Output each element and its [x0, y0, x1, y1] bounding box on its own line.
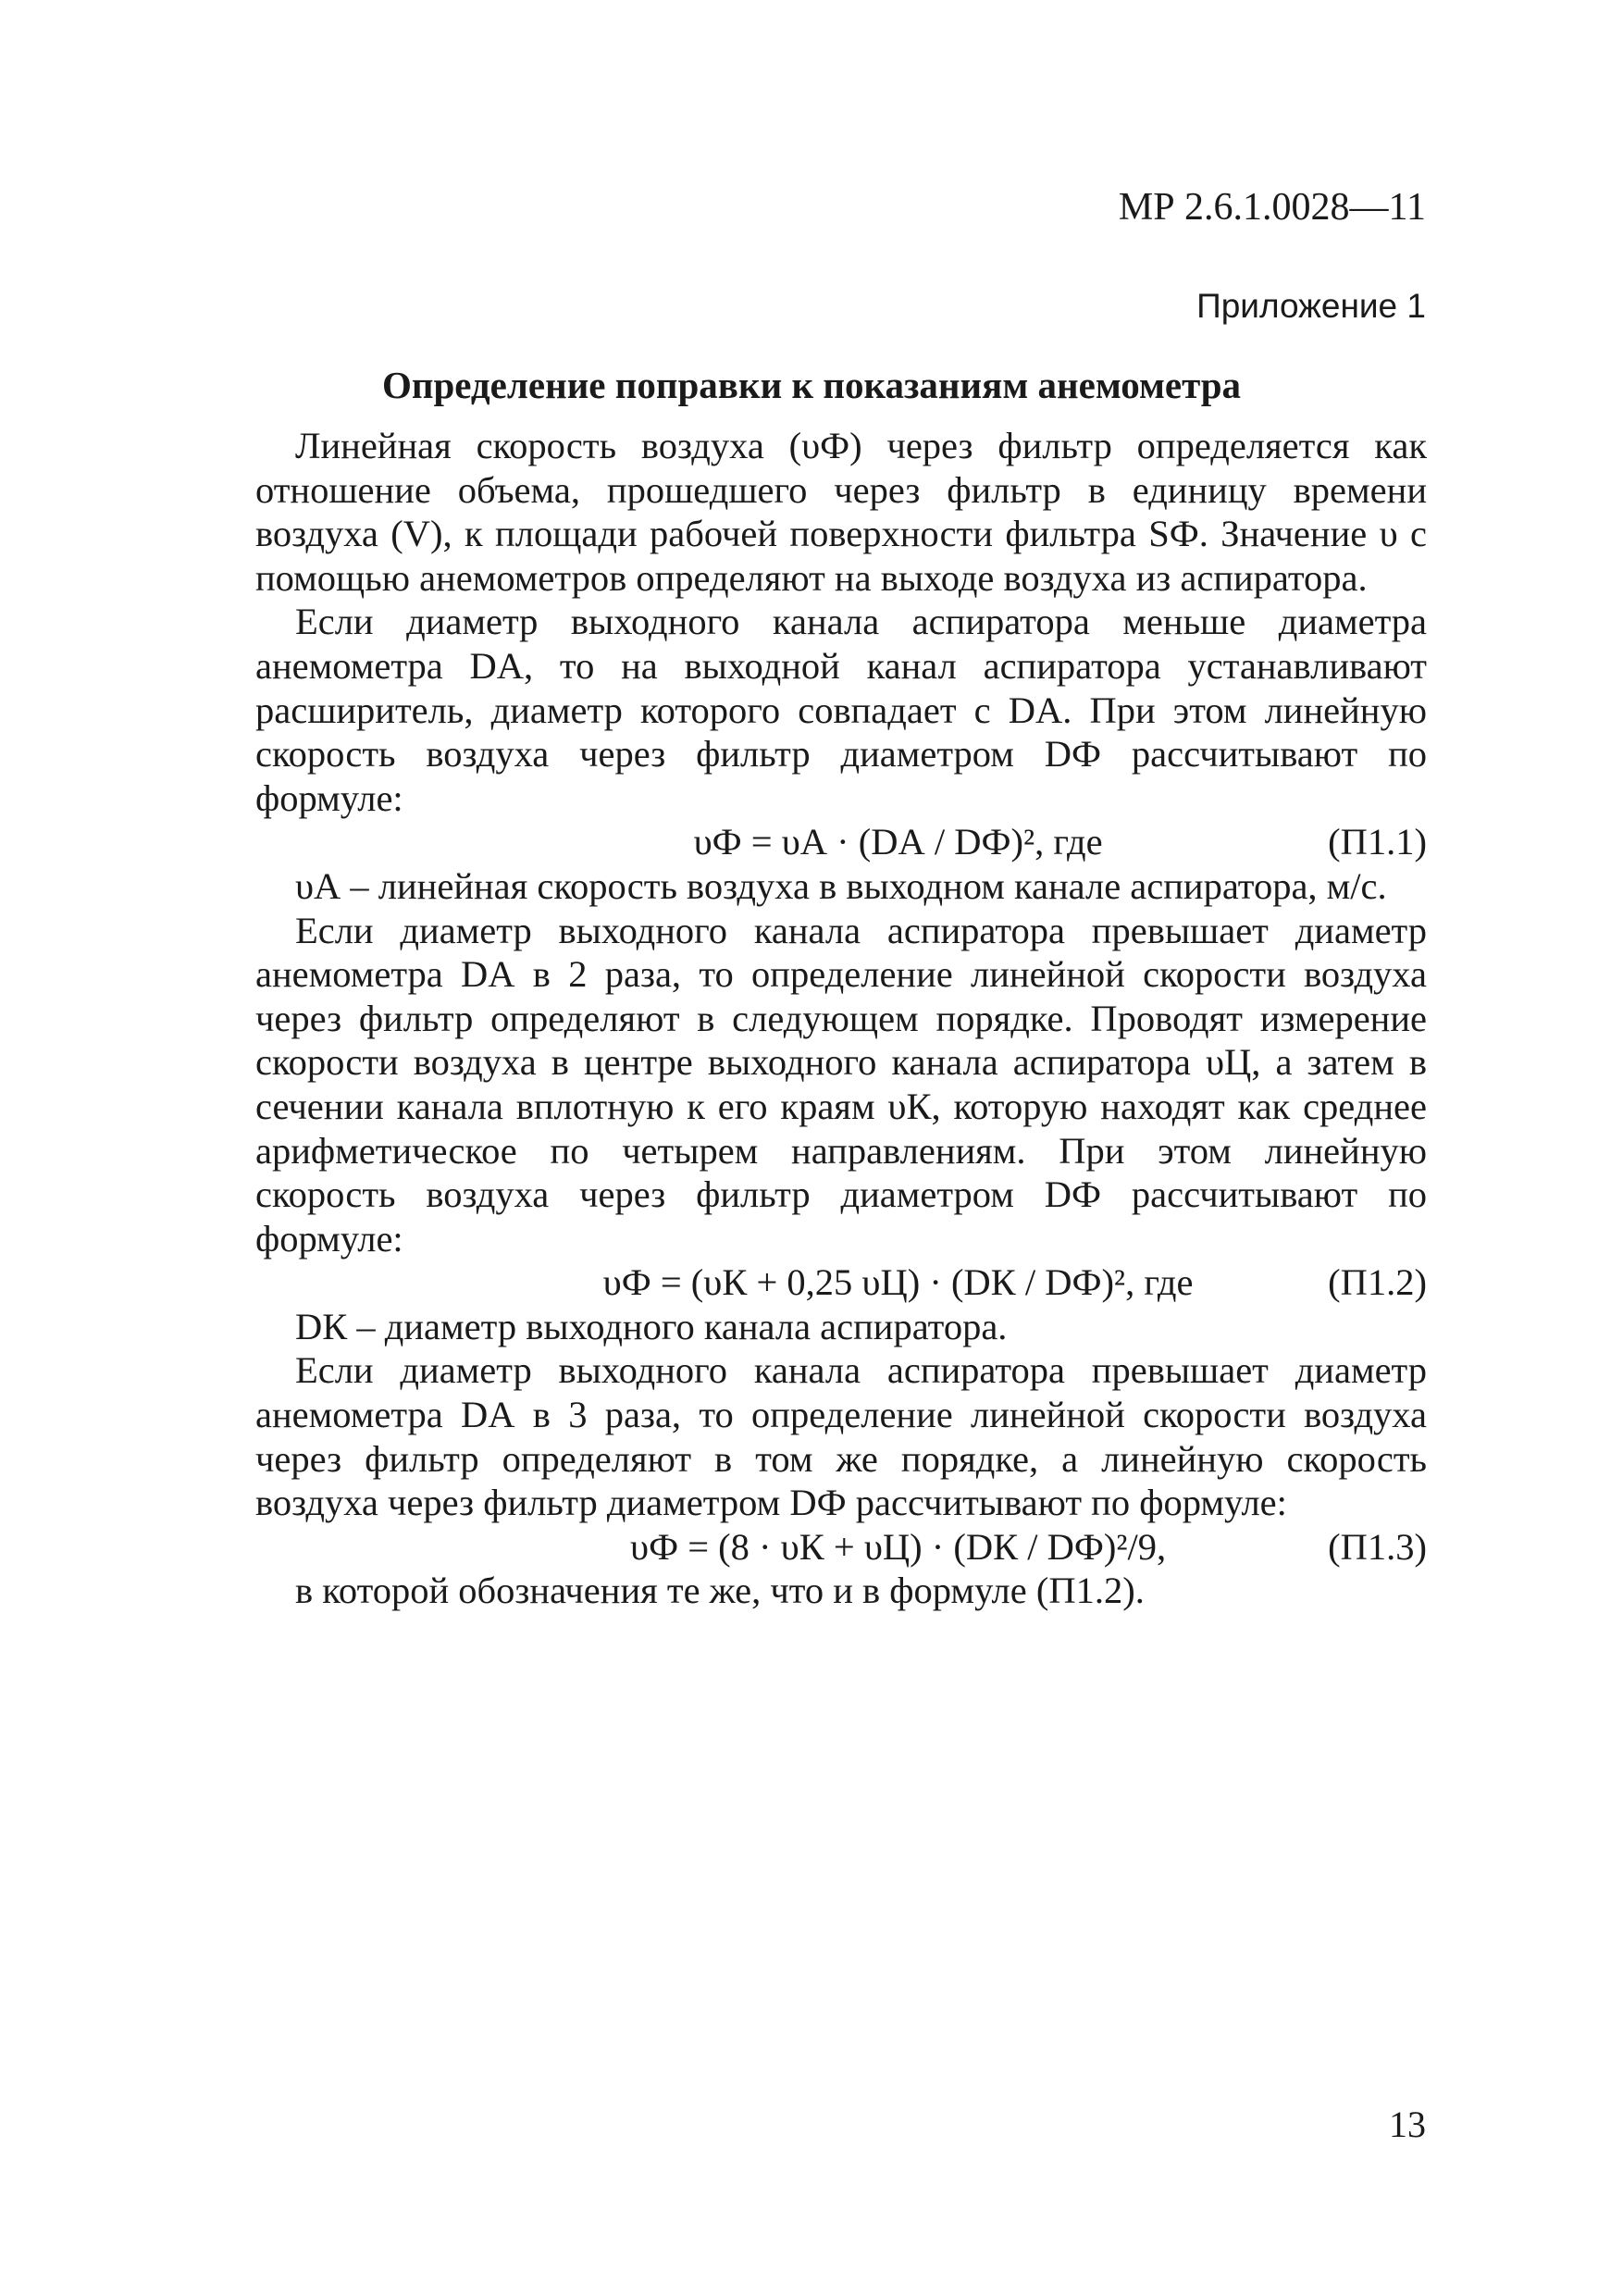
paragraph-7: в которой обозначения те же, что и в формуле (П1.2). [295, 1570, 1145, 1612]
page-number: 13 [1389, 2104, 1426, 2145]
paragraph-6: Если диаметр выходного канала аспиратора превышает диаметр анемометра DА в 3 раза, то определение линейной скорости воздуха через фильтр определяют в том же порядке, а линейную скорость воздуха через фильтр диаметром DФ рассчитывают по формуле: [255, 1349, 1427, 1524]
formula-row-2 [255, 1260, 1427, 1305]
paragraph-5: DК – диаметр выходного канала аспиратора. [295, 1305, 1008, 1347]
paragraph-2: Если диаметр выходного канала аспиратора меньше диаметра анемометра DА, то на выходной канал аспиратора устанавливают расширитель, диаметр которого совпадает с DА. При этом линейную скорость воздуха через фильтр диаметром DФ рассчитывают по формуле: [255, 601, 1427, 819]
formula-3: υФ = (8 · υК + υЦ) · (DК / DФ)²/9, [630, 1525, 1167, 1568]
paragraph-3: υА – линейная скорость воздуха в выходном канале аспиратора, м/с. [295, 864, 1387, 907]
formula-1-number: (П1.1) [1328, 821, 1427, 863]
paragraph-4: Если диаметр выходного канала аспиратора превышает диаметр анемометра DА в 2 раза, то определение линейной скорости воздуха через фильтр определяют в следующем порядке. Проводят измерение скорости воздуха в центре выходного канала аспиратора υЦ, а затем в сечении канала вплотную к его краям υК, которую находят как среднее арифметическое по четырем направлениям. При этом линейную скорость воздуха через фильтр диаметром DФ рассчитывают по формуле: [255, 909, 1427, 1260]
formula-row-3 [255, 1525, 1427, 1570]
section-title: Определение поправки к показаниям анемометра [381, 364, 1242, 406]
document-code: МР 2.6.1.0028—11 [1118, 186, 1426, 229]
formula-2: υФ = (υК + 0,25 υЦ) · (DК / DФ)², где [602, 1261, 1194, 1304]
formula-2-number: (П1.2) [1328, 1261, 1427, 1304]
formula-3-number: (П1.3) [1328, 1525, 1427, 1568]
appendix-label: Приложение 1 [1196, 287, 1426, 325]
formula-1: υФ = υА · (DА / DФ)², где [693, 821, 1103, 863]
body-text [255, 424, 1427, 1613]
formula-row-1 [255, 820, 1427, 864]
paragraph-1: Линейная скорость воздуха (υФ) через фильтр определяется как отношение объема, прошедшего через фильтр в единицу времени воздуха (V), к площади рабочей поверхности фильтра SФ. Значение υ с помощью анемометров определяют на выходе воздуха из аспиратора. [255, 425, 1427, 599]
